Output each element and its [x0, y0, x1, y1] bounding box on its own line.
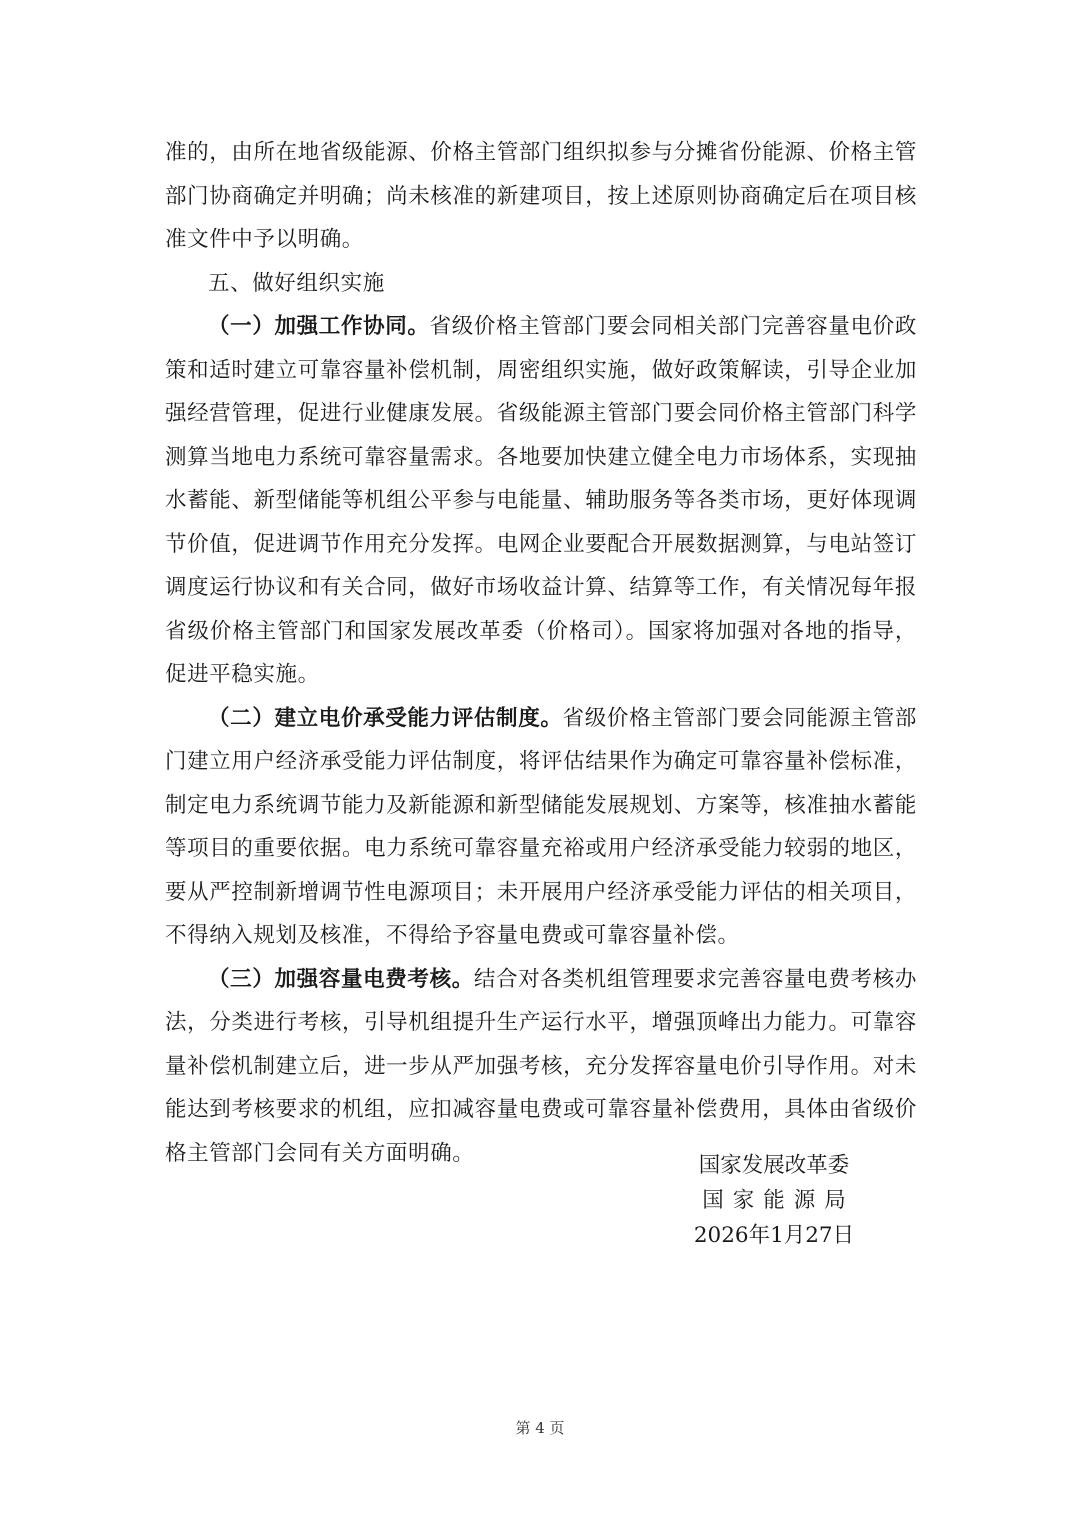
item-lead-1: （一）加强工作协同。 [208, 314, 430, 339]
page-number: 第 4 页 [515, 1419, 565, 1437]
item-lead-2: （二）建立电价承受能力评估制度。 [208, 705, 563, 731]
item-body-2: 省级价格主管部门要会同能源主管部门建立用户经济承受能力评估制度，将评估结果作为确定可靠容量补偿标准，制定电力系统调节能力及新能源和新型储能发展规划、方案等，核准抽水蓄能等项目的重要依据。电力系统可靠容量充裕或用户经济承受能力较弱的地区，要从严控制新增调节性电源项目；未开展用户经济承受能力评估的相关项目，不得纳入规划及核准，不得给予容量电费或可靠容量补偿。 [165, 705, 917, 948]
signature-date: 2026年1月27日 [693, 1223, 855, 1248]
signature-block [684, 1148, 864, 1253]
item-body-1: 省级价格主管部门要会同相关部门完善容量电价政策和适时建立可靠容量补偿机制，周密组织实施，做好政策解读，引导企业加强经营管理，促进行业健康发展。省级能源主管部门要会同价格主管部门科学测算当地电力系统可靠容量需求。各地要加快建立健全电力市场体系，实现抽水蓄能、新型储能等机组公平参与电能量、辅助服务等各类市场，更好体现调节价值，促进调节作用充分发挥。电网企业要配合开展数据测算，与电站签订调度运行协议和有关合同，做好市场收益计算、结算等工作，有关情况每年报省级价格主管部门和国家发展改革委（价格司）。国家将加强对各地的指导，促进平稳实施。 [165, 314, 917, 687]
signature-org-ndrc: 国家发展改革委 [698, 1153, 850, 1178]
continuation-paragraph: 准的，由所在地省级能源、价格主管部门组织拟参与分摊省份能源、价格主管部门协商确定并明确；尚未核准的新建项目，按上述原则协商确定后在项目核准文件中予以明确。 [165, 140, 917, 252]
body-text [165, 131, 917, 1175]
item-lead-3: （三）加强容量电费考核。 [208, 966, 474, 992]
item-paragraph-1 [165, 305, 917, 697]
section-heading: 五、做好组织实施 [208, 270, 385, 296]
item-body-3: 结合对各类机组管理要求完善容量电费考核办法，分类进行考核，引导机组提升生产运行水平，增强顶峰出力能力。可靠容量补偿机制建立后，进一步从严加强考核，充分发挥容量电价引导作用。对未能达到考核要求的机组，应扣减容量电费或可靠容量补偿费用，具体由省级价格主管部门会同有关方面明确。 [165, 966, 917, 1166]
item-paragraph-3 [165, 958, 917, 1176]
signature-org-nea: 国家能源局 [702, 1188, 855, 1213]
item-paragraph-2 [165, 697, 917, 958]
